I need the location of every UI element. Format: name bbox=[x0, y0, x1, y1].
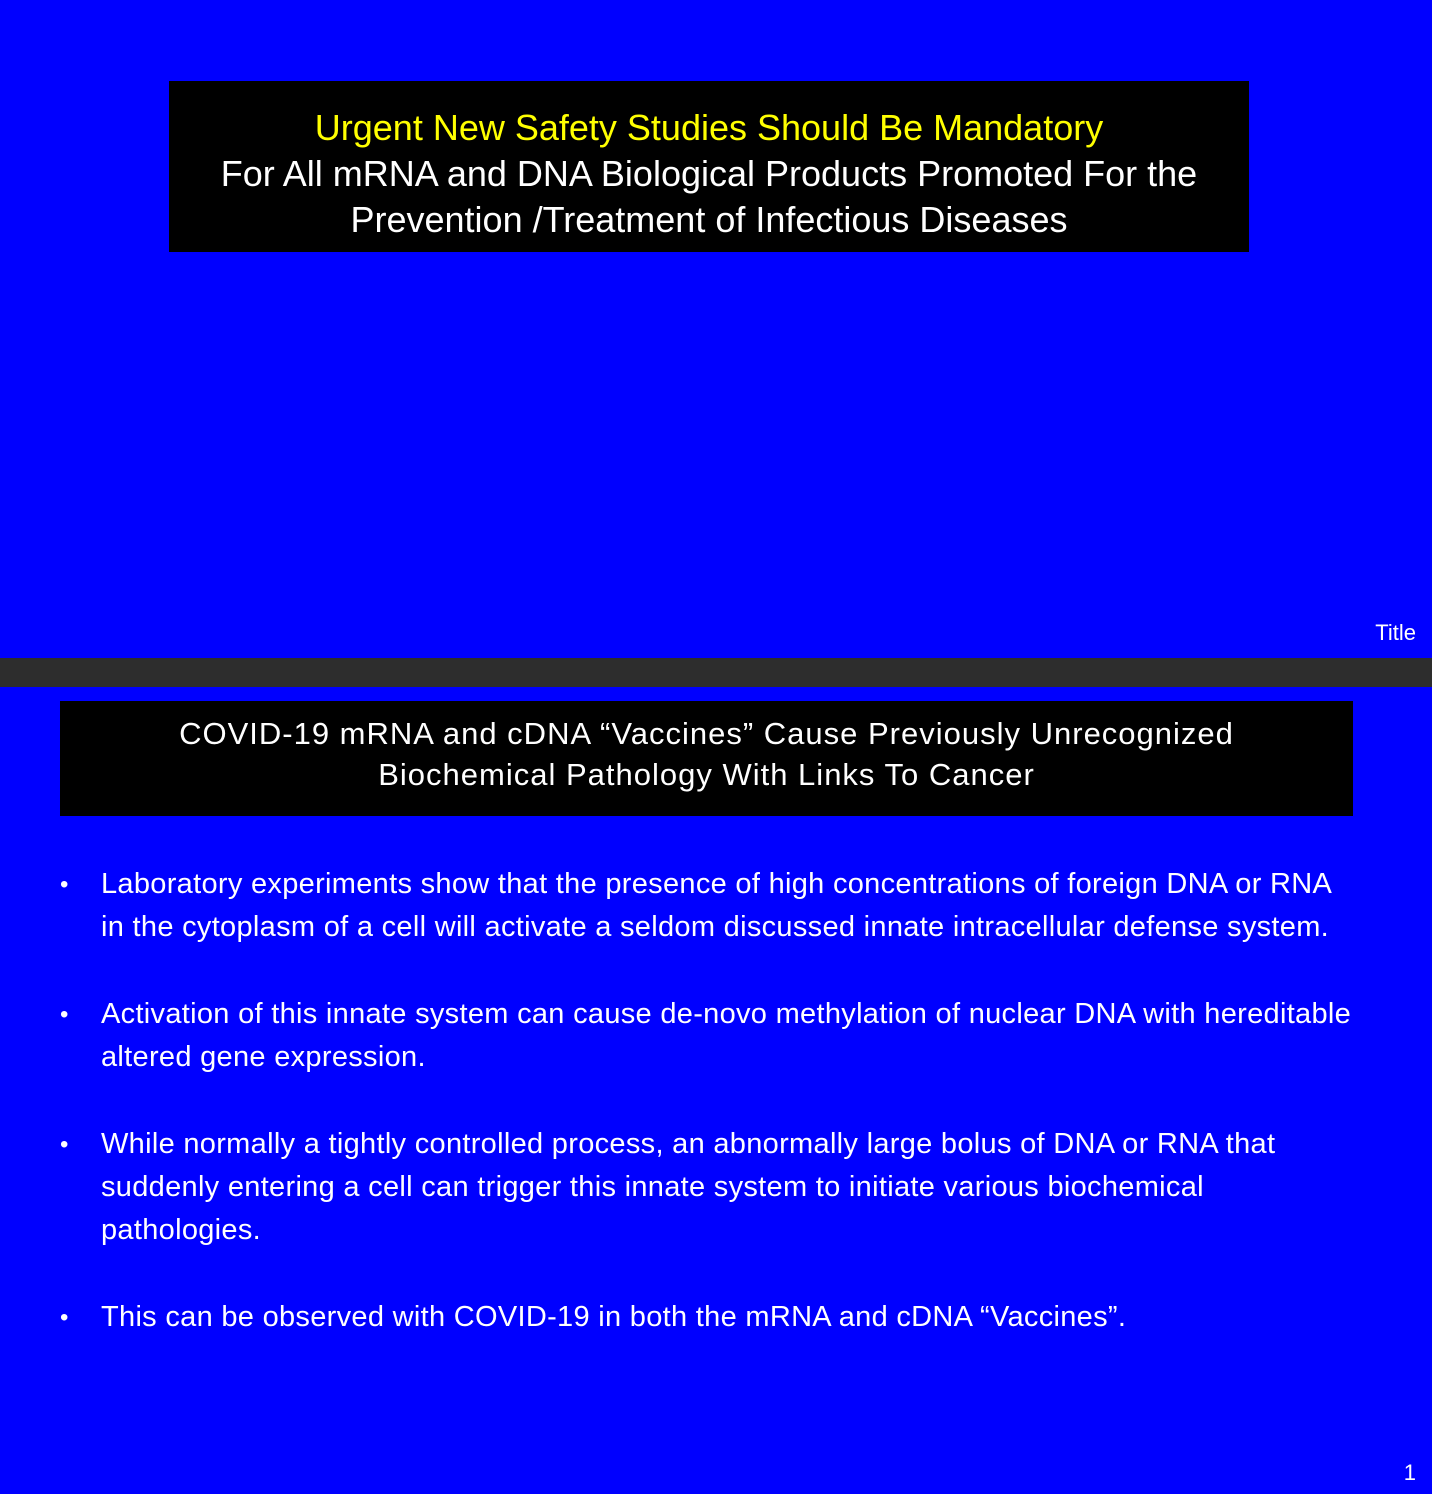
bullet-item: • Laboratory experiments show that the presence of high concentrations of foreign DNA or RNA in the cytoplasm of a cell will activate a seldom discussed innate intracellular defense system. bbox=[60, 863, 1360, 949]
bullet-item: • While normally a tightly controlled process, an abnormally large bolus of DNA or RNA that suddenly entering a cell can trigger this innate system to initiate various biochemical pathologies. bbox=[60, 1123, 1360, 1252]
subtitle-line-2: Prevention /Treatment of Infectious Diseases bbox=[350, 199, 1068, 240]
title-box bbox=[60, 701, 1353, 816]
bullet-list bbox=[60, 863, 1360, 1383]
slide-content bbox=[0, 687, 1432, 1494]
slide-title bbox=[0, 0, 1432, 658]
bullet-item: • Activation of this innate system can cause de-novo methylation of nuclear DNA with hereditable altered gene expression. bbox=[60, 993, 1360, 1079]
subtitle-line-1: For All mRNA and DNA Biological Products Promoted For the bbox=[220, 153, 1198, 194]
bullet-item: • This can be observed with COVID-19 in both the mRNA and cDNA “Vaccines”. bbox=[60, 1296, 1360, 1339]
title-box bbox=[169, 81, 1249, 252]
headline: Urgent New Safety Studies Should Be Mandatory bbox=[314, 107, 1104, 148]
slide-number: 1 bbox=[1403, 1460, 1416, 1485]
slide-label: Title bbox=[1375, 620, 1416, 645]
title-line-1: COVID-19 mRNA and cDNA “Vaccines” Cause Previously Unrecognized bbox=[179, 716, 1234, 751]
title-line-2: Biochemical Pathology With Links To Cancer bbox=[378, 757, 1035, 792]
